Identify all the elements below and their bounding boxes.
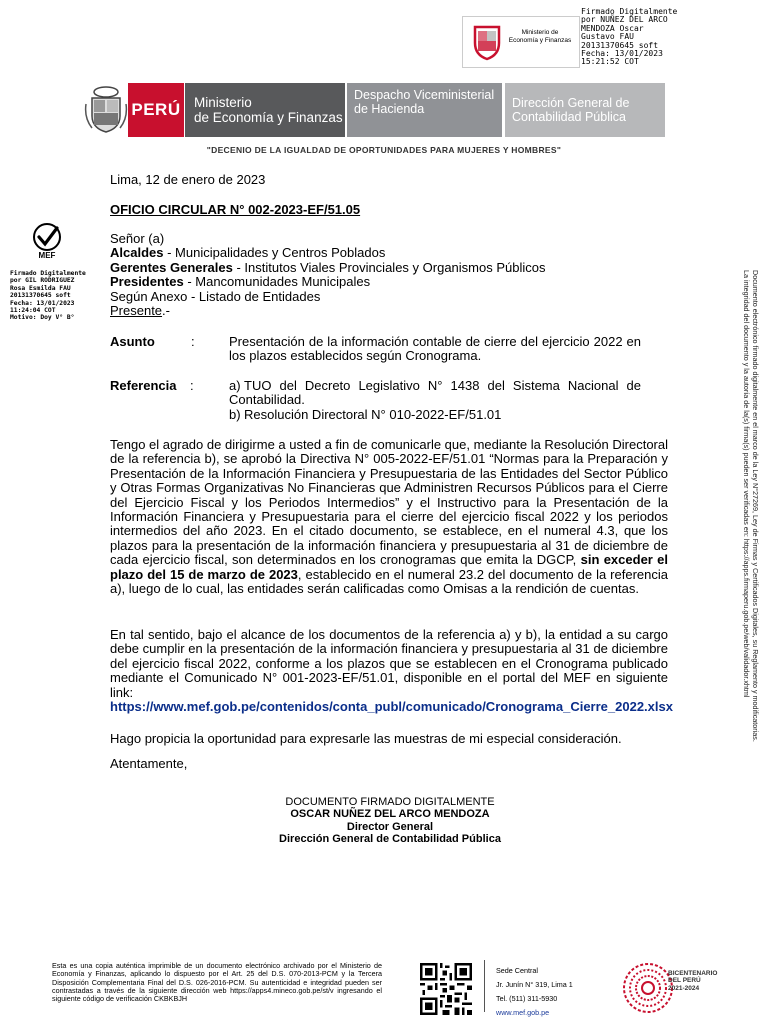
addressee-text: - Municipalidades y Centros Poblados	[163, 245, 386, 261]
left-signature-text: Firmado Digitalmente por GIL RODRIGUEZ Rosa Esmilda FAU 20131370645 soft Fecha: 13/01/2023 11:24:04 COT Motivo: Doy V° B°	[10, 270, 86, 322]
qr-code-icon	[420, 963, 472, 1015]
footer-web-link[interactable]: www.mef.gob.pe	[496, 1008, 550, 1017]
presente-line	[110, 304, 670, 318]
mef-logo-label: MEF	[38, 251, 56, 260]
paragraph-2	[110, 627, 673, 715]
asunto-label: Asunto	[110, 334, 155, 349]
addressee-block	[110, 232, 670, 318]
closing: Atentamente,	[110, 756, 188, 771]
asunto-colon: :	[191, 334, 195, 349]
signature-seal	[462, 16, 580, 68]
addressee-line	[110, 275, 670, 289]
cronograma-link[interactable]: https://www.mef.gob.pe/contenidos/conta_publ/comunicado/Cronograma_Cierre_2022.xlsx	[110, 699, 673, 715]
presente-suffix: .-	[162, 303, 170, 319]
reference-b-mark: b)	[229, 407, 241, 422]
footer-street: Jr. Junín N° 319, Lima 1	[496, 980, 573, 989]
asunto-text: Presentación de la información contable de cierre del ejercicio 2022 en los plazos establecidos según Cronograma.	[229, 334, 641, 364]
paragraph-3: Hago propicia la oportunidad para expresarle las muestras de mi especial consideración.	[110, 731, 622, 746]
paragraph-1	[110, 438, 668, 596]
reference-b	[229, 408, 641, 422]
presente: Presente	[110, 303, 163, 319]
coat-of-arms-icon	[469, 23, 505, 61]
footer-authenticity-note: Esta es una copia auténtica imprimible de un documento electrónico archivado por el Ministerio de Economía y Finanzas, aplicando lo dispuesto por el Art. 25 del D.S. 070-2013-PCM y la Tercera Disposición Complementaria Final del D.S. 026-2016-PCM. Su autenticidad e integridad pueden ser contrastadas a través de la siguiente dirección web https://apps4.mineco.gob.pe/st/v ingresando el siguiente código de verificación CKBKBJH	[52, 961, 382, 1004]
reference-b-text: Resolución Directoral N° 010-2022-EF/51.01	[244, 407, 502, 422]
reference-a	[229, 379, 641, 408]
paragraph-1-end: , establecido en el numeral 23.2 del documento de la referencia a), luego de lo cual, las entidades serán calificadas como Omisas a la rendición de cuentas.	[110, 566, 668, 597]
decenio-slogan: "DECENIO DE LA IGUALDAD DE OPORTUNIDADES PARA MUJERES Y HOMBRES"	[206, 145, 562, 155]
letter-date: Lima, 12 de enero de 2023	[110, 172, 266, 187]
signer-name: OSCAR NUÑEZ DEL ARCO MENDOZA	[290, 808, 490, 821]
seal-ministry-text: Ministerio de Economía y Finanzas	[508, 29, 572, 44]
referencia-colon: :	[190, 378, 194, 393]
annex-line: Según Anexo - Listado de Entidades	[110, 288, 321, 304]
signed-digitally-label: DOCUMENTO FIRMADO DIGITALMENTE	[285, 796, 495, 808]
signer-title: Director General	[346, 820, 434, 833]
addressee-label: Gerentes Generales	[110, 259, 233, 275]
footer-address	[496, 964, 573, 1020]
deadline-bold: sin exceder el plazo del 15 de marzo de 2023	[110, 552, 669, 582]
despacho-box: Despacho Viceministerial de Hacienda	[347, 83, 502, 137]
reference-a-mark: a)	[229, 378, 241, 393]
vertical-validation-note: Documento electrónico firmado digitalmente en el marco de la Ley N°27269, Ley de Firmas y Certificados Digitales, su Reglamento y modificatorias. La integridad del documento y la autoría de la(s) firma(s) pueden ser verificadas en: https://apps.firmaperu.gob.pe/web/validador.xhtml	[742, 270, 760, 742]
ministry-line1: Ministerio	[194, 95, 252, 110]
addressee-line	[110, 261, 670, 275]
bicentenario-text: BICENTENARIO DEL PERÚ 2021-2024	[668, 970, 718, 992]
ministry-box	[185, 83, 345, 137]
reference-a-text: TUO del Decreto Legislativo N° 1438 del Sistema Nacional de Contabilidad.	[229, 378, 641, 408]
paragraph-2-text: En tal sentido, bajo el alcance de los documentos de la referencia a) y b), la entidad a su cargo debe cumplir en la presentación de la información financiera y presupuestaria al 31 de diciembre del ejercicio fiscal 2022, conforme a los plazos que se establecen en el Cronograma publicado mediante el Comunicado N° 001-2023-EF/51.01, disponible en el portal del MEF en siguiente link:	[110, 627, 668, 700]
footer-sede: Sede Central	[496, 966, 538, 975]
direccion-box: Dirección General de Contabilidad Pública	[505, 83, 665, 137]
oficio-number: OFICIO CIRCULAR N° 002-2023-EF/51.05	[110, 202, 361, 217]
addressee-line	[110, 246, 670, 260]
footer-phone: Tel. (511) 311-5930	[496, 994, 558, 1003]
signer-office: Dirección General de Contabilidad Pública	[279, 832, 501, 845]
peru-label: PERÚ	[128, 83, 184, 137]
greeting: Señor (a)	[110, 231, 165, 246]
signature-block	[210, 796, 570, 845]
addressee-text: - Institutos Viales Provinciales y Organismos Públicos	[232, 259, 546, 275]
ministry-line2: de Economía y Finanzas	[194, 110, 343, 125]
addressee-text: - Mancomunidades Municipales	[183, 274, 371, 290]
top-signature-text: Firmado Digitalmente por NUÑEZ DEL ARCO MENDOZA Oscar Gustavo FAU 20131370645 soft Fecha: 13/01/2023 15:21:52 COT	[581, 7, 678, 67]
peru-escudo-icon	[84, 84, 128, 136]
addressee-label: Presidentes	[110, 274, 184, 290]
addressee-label: Alcaldes	[110, 245, 164, 261]
footer-divider	[484, 960, 485, 1012]
paragraph-1-text: Tengo el agrado de dirigirme a usted a fin de comunicarle que, mediante la Resolución Directoral de la referencia b), se aprobó la Directiva N° 005-2022-EF/51.01 “Normas para la Preparación y Presentación de la Información Financiera y Presupuestaria de las Entidades del Sector Público y Otras Formas Organizativas No Financieras que Administren Recursos Públicos para el Cierre del Ejercicio Fiscal y los Periodos Intermedios” y el Instructivo para la Presentación de la Información Financiera y Presupuestaria para el cierre del ejercicio fiscal 2022 y los periodos intermedios del año 2023. En el citado documento, se establece, en el numeral 4.3, que los plazos para la presentación de la información financiera y presupuestaria al 31 de diciembre de cada ejercicio fiscal, son determinados en los cronogramas que emita la DGCP,	[110, 437, 668, 568]
referencia-label: Referencia	[110, 378, 177, 393]
